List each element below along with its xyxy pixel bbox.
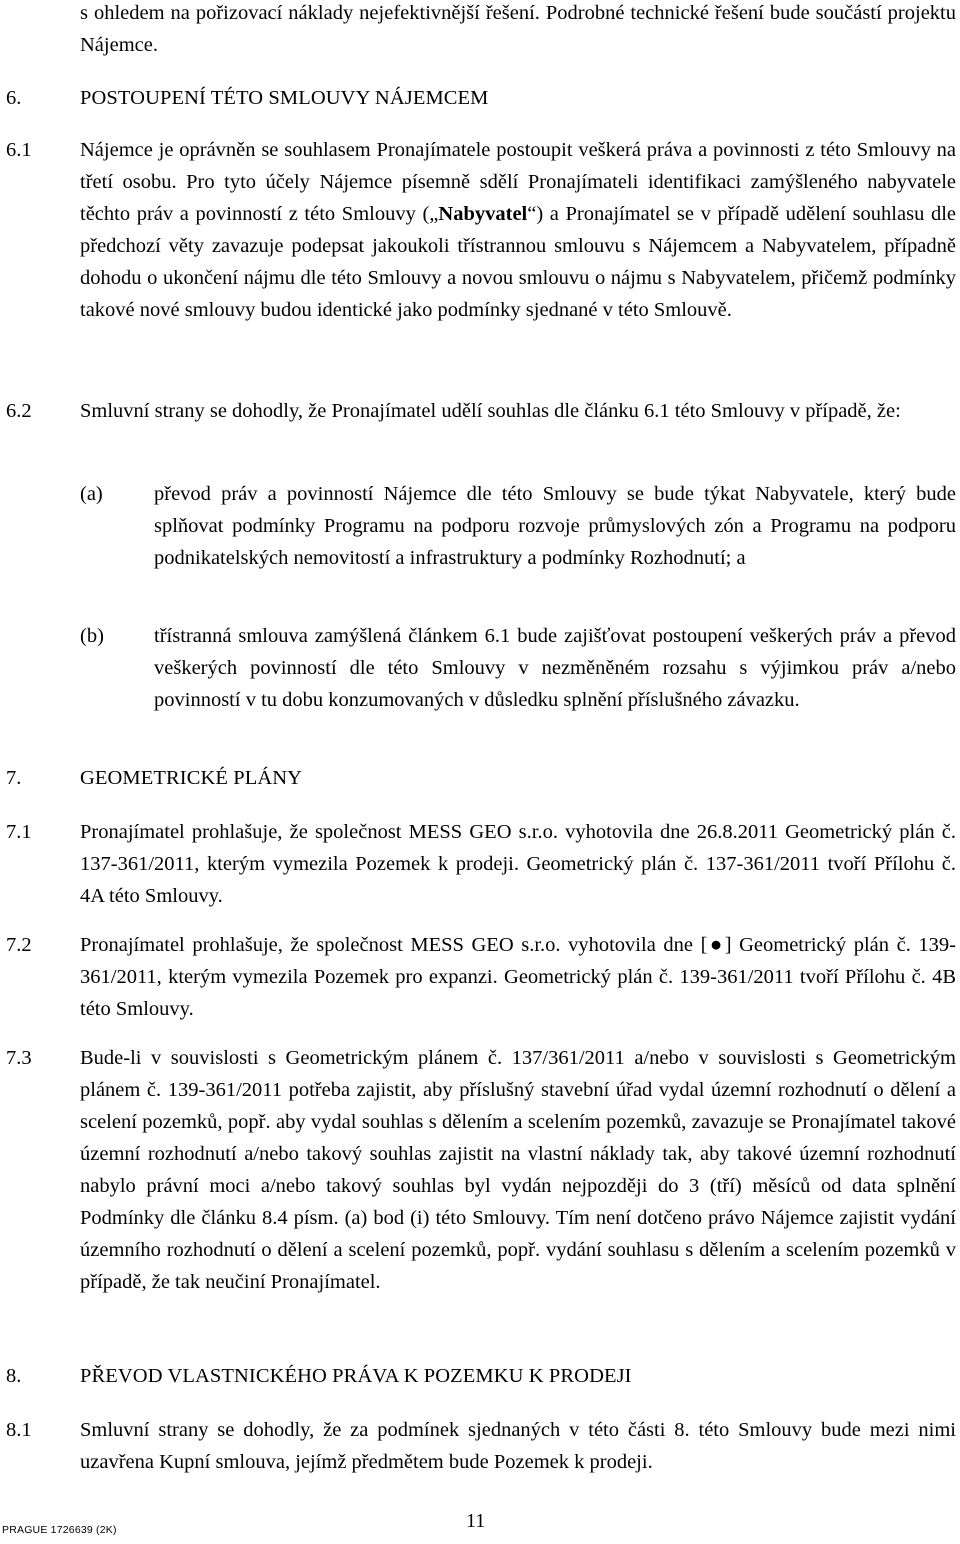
clause-8-1-text: Smluvní strany se dohodly, že za podmínek sjednaných v této části 8. této Smlouvy bude mezi nimi uzavřena Kupní smlouva, jejímž předmětem bude Pozemek k prodeji. xyxy=(80,1419,956,1473)
section-6-number: 6. xyxy=(6,87,22,109)
section-8-heading: PŘEVOD VLASTNICKÉHO PRÁVA K POZEMKU K PRODEJI xyxy=(80,1365,632,1387)
page-number: 11 xyxy=(466,1510,486,1532)
clause-6-2-text: Smluvní strany se dohodly, že Pronajímatel udělí souhlas dle článku 6.1 této Smlouvy v případě, že: xyxy=(80,400,901,422)
clause-6-1-number: 6.1 xyxy=(6,139,32,161)
section-6-heading: POSTOUPENÍ TÉTO SMLOUVY NÁJEMCEM xyxy=(80,87,489,109)
clause-7-3-text: Bude-li v souvislosti s Geometrickým plánem č. 137/361/2011 a/nebo v souvislosti s Geometrickým plánem č. 139-361/2011 potřeba zajistit, aby příslušný stavební úřad vydal územní rozhodnutí o dělení a scelení pozemků, popř. aby vydal souhlas s dělením a scelením pozemků, zavazuje se Pronajímatel takové územní rozhodnutí a/nebo takový souhlas zajistit na vlastní náklady tak, aby takové územní rozhodnutí nabylo právní moci a/nebo takový souhlas byl vydán nejpozději do 3 (tří) měsíců od data splnění Podmínky dle článku 8.4 písm. (a) bod (i) této Smlouvy. Tím není dotčeno právo Nájemce zajistit vydání územního rozhodnutí o dělení a scelení pozemků, popř. vydání souhlasu s dělením a scelením pozemků v případě, že tak neučiní Pronajímatel. xyxy=(80,1047,956,1293)
clause-6-1-text xyxy=(80,134,956,326)
clause-7-1-number: 7.1 xyxy=(6,821,32,843)
defined-term-nabyvatel: Nabyvatel xyxy=(438,203,528,225)
section-8-number: 8. xyxy=(6,1365,22,1387)
continuation-paragraph: s ohledem na pořizovací náklady nejefektivnější řešení. Podrobné technické řešení bude součástí projektu Nájemce. xyxy=(80,2,956,56)
clause-6-2-a-label: (a) xyxy=(80,483,103,505)
clause-6-2-b-label: (b) xyxy=(80,625,104,647)
clause-6-2-number: 6.2 xyxy=(6,400,32,422)
clause-7-1-text: Pronajímatel prohlašuje, že společnost MESS GEO s.r.o. vyhotovila dne 26.8.2011 Geometrický plán č. 137-361/2011, kterým vymezila Pozemek k prodeji. Geometrický plán č. 137-361/2011 tvoří Přílohu č. 4A této Smlouvy. xyxy=(80,821,956,907)
clause-8-1-number: 8.1 xyxy=(6,1419,32,1441)
clause-7-3-number: 7.3 xyxy=(6,1047,32,1069)
clause-7-2-number: 7.2 xyxy=(6,934,32,956)
document-reference: PRAGUE 1726639 (2K) xyxy=(2,1524,117,1536)
clause-6-2-b-text: třístranná smlouva zamýšlená článkem 6.1 bude zajišťovat postoupení veškerých práv a převod veškerých povinností dle této Smlouvy v nezměněném rozsahu s výjimkou práv a/nebo povinností v tu dobu konzumovaných v důsledku splnění příslušného závazku. xyxy=(154,625,956,711)
clause-6-1-text-a: Nájemce je oprávněn se souhlasem Pronajímatele postoupit veškerá práva a povinnosti z této Smlouvy na třetí osobu. Pro tyto účely Nájemce písemně sdělí Pronajímateli identifikaci zamýšleného nabyvatele těchto práv a povinností z této Smlouvy („ xyxy=(80,139,956,225)
clause-6-1-text-b: “) a Pronajímatel se v případě udělení souhlasu dle předchozí věty zavazuje podepsat jakoukoli třístrannou smlouvu s Nájemcem a Nabyvatelem, případně dohodu o ukončení nájmu dle této Smlouvy a novou smlouvu o nájmu s Nabyvatelem, přičemž podmínky takové nové smlouvy budou identické jako podmínky sjednané v této Smlouvě. xyxy=(80,203,956,321)
section-7-number: 7. xyxy=(6,767,22,789)
clause-6-2-a-text: převod práv a povinností Nájemce dle této Smlouvy se bude týkat Nabyvatele, který bude splňovat podmínky Programu na podporu rozvoje průmyslových zón a Programu na podporu podnikatelských nemovitostí a infrastruktury a podmínky Rozhodnutí; a xyxy=(154,483,956,569)
section-7-heading: GEOMETRICKÉ PLÁNY xyxy=(80,767,303,789)
clause-7-2-text: Pronajímatel prohlašuje, že společnost MESS GEO s.r.o. vyhotovila dne [●] Geometrický plán č. 139-361/2011, kterým vymezila Pozemek pro expanzi. Geometrický plán č. 139-361/2011 tvoří Přílohu č. 4B této Smlouvy. xyxy=(80,934,956,1020)
